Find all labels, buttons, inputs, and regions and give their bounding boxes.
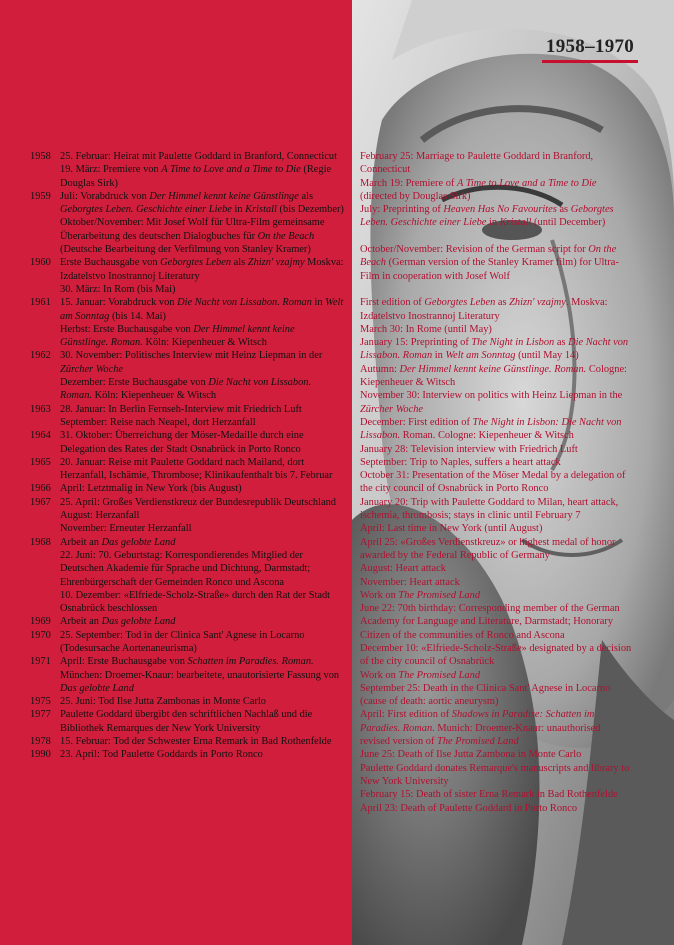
timeline-entry-en: January 20: Trip with Paulette Goddard to Milan, heart attack, ischemia, thrombosis; stays in clinic until February 7 (360, 496, 619, 522)
timeline-entry-en: Work on The Promised Land June 22: 70th birthday: Corresponding member of the German Academy for Language and Literature, Darmstadt; Honorary Citizen of the communities of Ronco and Ascona December 10: «Elfriede-Scholz-Straße» designated by a decision of the city council of Osnabrück (360, 589, 632, 668)
timeline-entry-en: April 23: Death of Paulette Goddard in Porto Ronco (360, 802, 578, 814)
entry-text: 25. Juni: Tod Ilse Jutta Zambonas in Monte Carlo (60, 696, 267, 708)
timeline-entry-de (30, 190, 345, 256)
timeline-entry-en: February 25: Marriage to Paulette Goddard in Branford, Connecticut March 19: Premiere of A Time to Love and a Time to Die (directed by Douglas Sirk) (360, 151, 597, 202)
german-timeline (30, 150, 345, 762)
entry-text: 25. September: Tod in der Clinica Sant' Agnese in Locarno (Todesursache Aortenaneurisma) (60, 629, 305, 654)
timeline-entry-de (30, 349, 345, 402)
entry-text: 23. April: Tod Paulette Goddards in Porto Ronco (60, 749, 263, 761)
entry-text: April: Erste Buchausgabe von Schatten im Paradies. Roman. München: Droemer-Knaur: bearbeitete, unautorisierte Fassung von Das gelobte Land (60, 656, 340, 694)
title-underline (542, 60, 638, 63)
timeline-entry-de (30, 615, 345, 628)
entry-year: 1977 (30, 709, 51, 721)
timeline-entry-de (30, 735, 345, 748)
entry-text: Erste Buchausgabe von Geborgtes Leben als Zhizn' vzajmy Moskva: Izdatelstvo Inostrannoj Literatury 30. März: In Rom (bis Mai) (60, 257, 344, 295)
entry-year: 1962 (30, 350, 51, 362)
timeline-entry-de (30, 748, 345, 761)
entry-text: 20. Januar: Reise mit Paulette Goddard nach Mailand, dort Herzanfall, Ischämie, Thrombose; Klinikaufenthalt bis 7. Februar (60, 456, 333, 482)
timeline-entry-de (30, 536, 345, 616)
timeline-entry-en: April: Last time in New York (until August) (360, 523, 543, 535)
timeline-entry-en: Paulette Goddard donates Remarque's manuscripts and library to New York University (360, 762, 630, 787)
entry-text: 25. April: Großes Verdienstkreuz der Bundesrepublik Deutschland August: Herzanfall November: Erneuter Herzanfall (60, 496, 336, 535)
entry-year: 1968 (30, 536, 51, 548)
entry-year: 1961 (30, 297, 51, 309)
page-title: 1958–1970 (545, 36, 635, 57)
entry-year: 1958 (30, 151, 51, 162)
entry-text: Arbeit an Das gelobte Land 22. Juni: 70. Geburtstag: Korrespondierendes Mitglied der Deutschen Akademie für Sprache und Dichtung, Darmstadt; Ehrenbürgerschaft der Gemeinden Ronco und Ascona 10. Dezember: «Elfriede-Scholz-Straße» durch den Rat der Stadt Osnabrück beschlossen (60, 536, 331, 615)
timeline-entry-en: April: First edition of Shadows in Paradise: Schatten im Paradies. Roman. Munich: Droemer-Knaur: unauthorised revised version of The Promised Land (360, 709, 601, 748)
page-title-box (542, 36, 638, 63)
timeline-entry-en: April 25: «Großes Verdienstkreuz» or highest medal of honor awarded by the Federal Republic of Germany August: Heart attack November: Heart attack (360, 536, 616, 588)
entry-year: 1969 (30, 616, 51, 628)
timeline-entry-en: February 15: Death of sister Erna Remark in Bad Rothenfelde (360, 789, 618, 801)
timeline-entry-en: October 31: Presentation of the Möser Medal by a delegation of the city council of Osnabrück in Porto Ronco (360, 470, 626, 495)
timeline-entry-en: January 15: Preprinting of The Night in Lisbon as Die Nacht von Lissabon. Roman in Welt am Sonntag (until May 14) Autumn: Der Himmel kennt keine Günstlinge. Roman. Cologne: Kiepenheuer & Witsch (360, 337, 629, 389)
entry-text: Juli: Vorabdruck von Der Himmel kennt keine Günstlinge als Geborgtes Leben. Geschichte einer Liebe in Kristall (bis Dezember) Oktober/November: Mit Josef Wolf für Ultra-Film gemeinsame Überarbeitung des deutschen Dialogbuches für On the Beach (Deutsche Bearbeitung der Verfilmung von Stanley Kramer) (60, 190, 344, 256)
entry-text: 15. Februar: Tod der Schwester Erna Remark in Bad Rothenfelde (60, 736, 332, 748)
entry-year: 1966 (30, 483, 51, 495)
entry-year: 1970 (30, 629, 51, 641)
entry-text: 31. Oktober: Überreichung der Möser-Medaille durch eine Delegation des Rates der Stadt Osnabrück in Porto Ronco (60, 430, 304, 455)
timeline-entry-de (30, 150, 345, 190)
timeline-entry-de (30, 256, 345, 296)
timeline-entry-de (30, 482, 345, 495)
entry-text: Arbeit an Das gelobte Land (60, 616, 176, 628)
timeline-entry-en: First edition of Geborgtes Leben as Zhizn' vzajmy. Moskva: Izdatelstvo Inostrannoj Literatury March 30: In Rome (until May) (360, 297, 608, 335)
entry-year: 1963 (30, 403, 51, 415)
entry-year: 1978 (30, 736, 51, 748)
timeline-entry-en: July: Preprinting of Heaven Has No Favourites as Geborgtes Leben. Geschichte einer Liebe in Kristall (until December) October/November: Revision of the German script for On the Beach (German version of the Stanley Kramer film) for Ultra-Film in cooperation with Josef Wolf (360, 204, 619, 282)
entry-year: 1967 (30, 496, 51, 508)
entry-year: 1990 (30, 749, 51, 761)
timeline-entry-de (30, 629, 345, 656)
entry-year: 1964 (30, 430, 51, 442)
timeline-entry-en: September 25: Death in the Clinica Sant' Agnese in Locarno (cause of death: aortic aneurysm) (360, 682, 611, 708)
timeline-entry-de (30, 456, 345, 483)
timeline-entry-en: November 30: Interview on politics with Heinz Liepman in the Zürcher Woche December: First edition of The Night in Lisbon: Die Nacht von Lissabon. Roman. Cologne: Kiepenheuer & Witsch (360, 390, 623, 442)
entry-text: 25. Februar: Heirat mit Paulette Goddard in Branford, Connecticut 19. März: Premiere von A Time to Love and a Time to Die (Regie Douglas Sirk) (60, 151, 338, 189)
timeline-entry-de (30, 695, 345, 708)
timeline-entry-de (30, 708, 345, 735)
entry-year: 1971 (30, 656, 51, 668)
timeline-entry-en: June 25: Death of Ilse Jutta Zambona in Monte Carlo (360, 749, 582, 761)
english-timeline (360, 150, 632, 815)
timeline-entry-de (30, 655, 345, 695)
entry-year: 1960 (30, 257, 51, 269)
timeline-entry-de (30, 429, 345, 456)
timeline-entry-de (30, 403, 345, 430)
entry-text: 28. Januar: In Berlin Fernseh-Interview mit Friedrich Luft September: Reise nach Neapel, dort Herzanfall (60, 403, 302, 428)
timeline-entry-de (30, 496, 345, 536)
entry-year: 1965 (30, 456, 51, 468)
timeline-entry-de (30, 296, 345, 349)
entry-year: 1975 (30, 696, 51, 708)
entry-text: 15. Januar: Vorabdruck von Die Nacht von Lissabon. Roman in Welt am Sonntag (bis 14. Mai) Herbst: Erste Buchausgabe von Der Himmel kennt keine Günstlinge. Roman. Köln: Kiepenheuer & Witsch (60, 297, 344, 349)
entry-text: 30. November: Politisches Interview mit Heinz Liepman in der Zürcher Woche Dezember: Erste Buchausgabe von Die Nacht von Lissabon. Roman. Köln: Kiepenheuer & Witsch (60, 350, 323, 402)
entry-text: April: Letztmalig in New York (bis August) (60, 483, 242, 495)
entry-text: Paulette Goddard übergibt den schriftlichen Nachlaß und die Bibliothek Remarques der New York University (60, 709, 313, 734)
entry-year: 1959 (30, 190, 51, 202)
timeline-entry-en: Work on The Promised Land (360, 669, 481, 681)
timeline-entry-en: January 28: Television interview with Friedrich Luft September: Trip to Naples, suffers a heart attack (360, 443, 578, 468)
